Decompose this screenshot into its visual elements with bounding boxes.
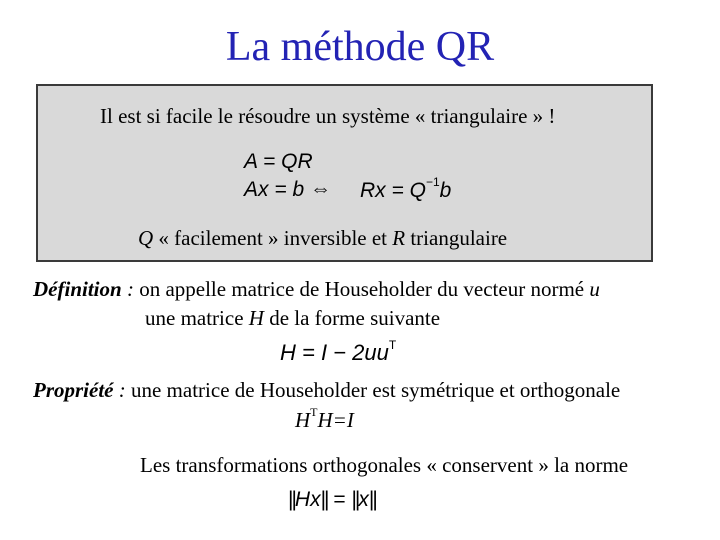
footer-end-text: triangulaire: [405, 226, 508, 250]
householder-transpose-sup: T: [388, 337, 397, 352]
summary-box: [36, 84, 653, 262]
norm-lhs: Hx: [294, 488, 321, 511]
definition-var-h: H: [248, 306, 264, 330]
definition-var-u: u: [589, 277, 600, 301]
equation-ax-equals-b: Ax = b ⇔: [244, 178, 331, 201]
slide-title: La méthode QR: [225, 24, 495, 70]
norm-bars-right-close: ||: [368, 488, 376, 511]
equation-inverse-exponent: −1: [425, 175, 440, 189]
householder-formula: [280, 337, 397, 366]
norm-bars-right-open: ||: [351, 488, 359, 511]
householder-formula-body: H = I − 2uu: [280, 340, 389, 365]
norm-bars-left-open: ||: [288, 488, 295, 511]
footer-var-q: Q: [138, 226, 154, 250]
definition-text-2-prefix: une matrice: [145, 306, 249, 330]
equation-rx-prefix: Rx = Q: [360, 179, 426, 202]
orthogonality-h1: H: [295, 408, 311, 432]
box-intro-text: Il est si facile le résoudre un système « triangulaire » !: [100, 104, 556, 128]
property-line: [33, 378, 620, 403]
footer-middle-text: « facilement » inversible et: [153, 226, 393, 250]
norm-rhs: x: [358, 488, 369, 511]
equation-b: b: [439, 179, 452, 202]
property-colon: :: [113, 378, 131, 402]
definition-line-1: [33, 277, 600, 302]
norm-formula: [288, 488, 376, 512]
definition-text-2-suffix: de la forme suivante: [263, 306, 441, 330]
orthogonality-formula: [295, 405, 354, 433]
footer-var-r: R: [392, 226, 406, 250]
norm-equals: =: [327, 488, 352, 511]
property-label: Propriété: [33, 378, 114, 402]
norm-text: Les transformations orthogonales « conservent » la norme: [140, 453, 629, 477]
equation-rx-equals-qinv-b: [360, 175, 452, 203]
property-text: une matrice de Householder est symétrique et orthogonale: [130, 378, 621, 402]
definition-text-1: on appelle matrice de Householder du vecteur normé: [139, 277, 590, 301]
orthogonality-transpose-sup: T: [310, 405, 318, 419]
definition-label: Définition: [33, 277, 122, 301]
definition-colon: :: [121, 277, 140, 301]
norm-bars-left-close: ||: [320, 488, 328, 511]
definition-line-2: [145, 306, 440, 331]
orthogonality-rest: H=I: [317, 408, 354, 432]
box-footer: [138, 226, 507, 251]
equation-a-equals-qr: A = QR: [244, 150, 313, 173]
